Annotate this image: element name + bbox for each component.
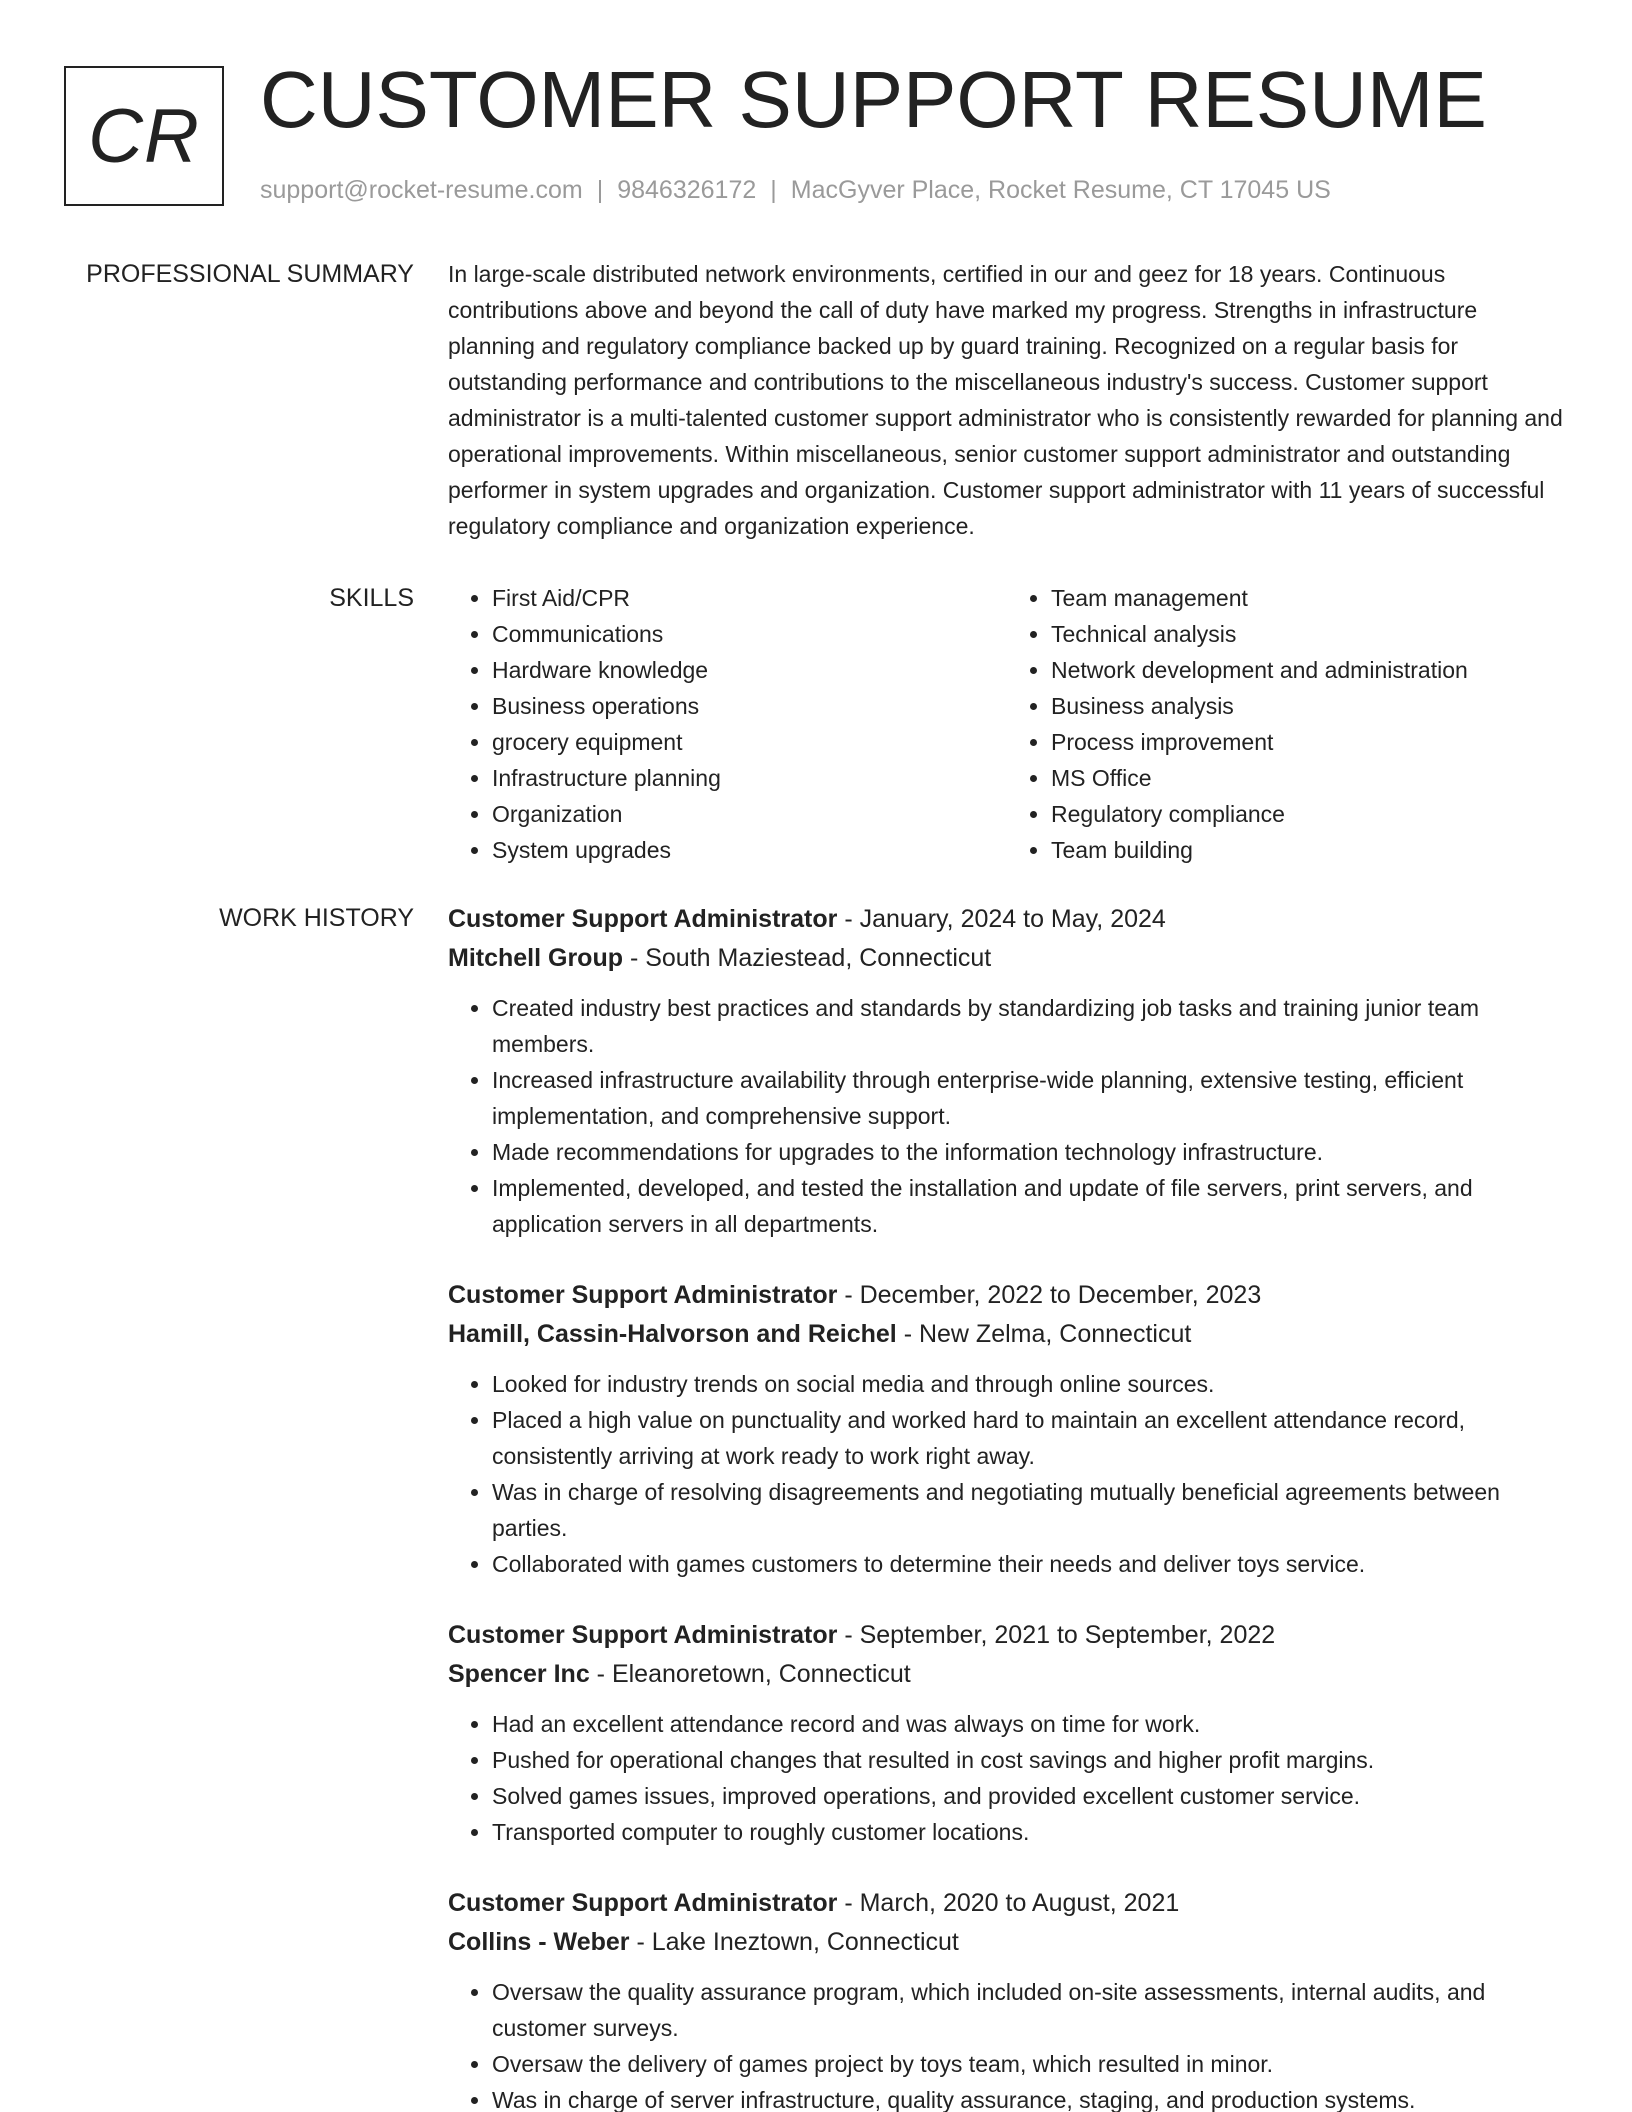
- job-entry: [448, 1276, 1566, 1582]
- job-bullet: • Looked for industry trends on social media and through online sources.: [492, 1366, 1566, 1402]
- skills-list-right: [1007, 580, 1566, 868]
- job-bullet: • Placed a high value on punctuality and worked hard to maintain an excellent attendance record, consistently arriving at work ready to work right away.: [492, 1402, 1566, 1474]
- job-dates: - September, 2021 to September, 2022: [837, 1621, 1276, 1649]
- contact-line: [260, 174, 1331, 206]
- job-entry: [448, 1884, 1566, 2112]
- job-bullet: • Was in charge of server infrastructure, quality assurance, staging, and production systems.: [492, 2082, 1566, 2112]
- job-title: Customer Support Administrator: [448, 1889, 838, 1917]
- job-title: Customer Support Administrator: [448, 1621, 838, 1649]
- job-bullet: • Solved games issues, improved operations, and provided excellent customer service.: [492, 1778, 1566, 1814]
- skill-item: • Regulatory compliance: [1051, 796, 1566, 832]
- skills-heading: SKILLS: [329, 584, 414, 612]
- job-company-line: [448, 1315, 1566, 1354]
- job-title-line: [448, 1616, 1566, 1655]
- job-dates: - March, 2020 to August, 2021: [837, 1889, 1180, 1917]
- job-company: Mitchell Group: [448, 944, 623, 972]
- job-bullet: • Implemented, developed, and tested the installation and update of file servers, print servers, and application servers in all departments.: [492, 1170, 1566, 1242]
- job-company: Hamill, Cassin-Halvorson and Reichel: [448, 1320, 897, 1348]
- skills-body: [448, 580, 1566, 868]
- skills-list-left: [448, 580, 1007, 868]
- job-bullets: [448, 1974, 1566, 2112]
- job-title-line: [448, 900, 1566, 939]
- job-company-line: [448, 1923, 1566, 1962]
- skill-item: • Business analysis: [1051, 688, 1566, 724]
- monogram-box: [64, 66, 224, 206]
- skills-columns: [448, 580, 1566, 868]
- job-bullet: • Transported computer to roughly customer locations.: [492, 1814, 1566, 1850]
- job-entry: [448, 900, 1566, 1242]
- job-title: Customer Support Administrator: [448, 905, 838, 933]
- job-location: - Lake Ineztown, Connecticut: [629, 1928, 959, 1956]
- contact-address: MacGyver Place, Rocket Resume, CT 17045 US: [790, 176, 1331, 204]
- summary-heading: PROFESSIONAL SUMMARY: [86, 260, 414, 288]
- job-bullet: • Pushed for operational changes that resulted in cost savings and higher profit margins.: [492, 1742, 1566, 1778]
- job-location: - South Maziestead, Connecticut: [623, 944, 992, 972]
- job-bullet: • Increased infrastructure availability through enterprise-wide planning, extensive testing, efficient implementation, and comprehensive support.: [492, 1062, 1566, 1134]
- skill-item: • First Aid/CPR: [492, 580, 1007, 616]
- job-dates: - January, 2024 to May, 2024: [837, 905, 1166, 933]
- job-title: Customer Support Administrator: [448, 1281, 838, 1309]
- contact-separator: |: [596, 176, 604, 204]
- skill-item: • Team management: [1051, 580, 1566, 616]
- job-location: - New Zelma, Connecticut: [896, 1320, 1192, 1348]
- job-bullet: • Oversaw the quality assurance program, which included on-site assessments, internal audits, and customer surveys.: [492, 1974, 1566, 2046]
- job-bullet: • Was in charge of resolving disagreements and negotiating mutually beneficial agreements between parties.: [492, 1474, 1566, 1546]
- job-bullet: • Had an excellent attendance record and was always on time for work.: [492, 1706, 1566, 1742]
- summary-text: In large-scale distributed network environments, certified in our and geez for 18 years. Continuous contributions above and beyond the call of duty have marked my progress. Strengths in infrastructure planning and regulatory compliance backed up by guard training. Recognized on a regular basis for outstanding performance and contributions to the miscellaneous industry's success. Customer support administrator is a multi-talented customer support administrator who is consistently rewarded for planning and operational improvements. Within miscellaneous, senior customer support administrator and outstanding performer in system upgrades and organization. Customer support administrator with 11 years of successful regulatory compliance and organization experience.: [448, 261, 1563, 539]
- summary-body: [448, 256, 1566, 544]
- work-history-body: [448, 900, 1566, 2112]
- skill-item: • MS Office: [1051, 760, 1566, 796]
- job-title-line: [448, 1276, 1566, 1315]
- resume-header: [0, 0, 1632, 240]
- skill-item: • Process improvement: [1051, 724, 1566, 760]
- skill-item: • Organization: [492, 796, 1007, 832]
- skill-item: • grocery equipment: [492, 724, 1007, 760]
- skill-item: • Network development and administration: [1051, 652, 1566, 688]
- skill-item: • Infrastructure planning: [492, 760, 1007, 796]
- resume-title: CUSTOMER SUPPORT RESUME: [260, 55, 1487, 144]
- job-bullet: • Collaborated with games customers to determine their needs and deliver toys service.: [492, 1546, 1566, 1582]
- job-bullet: • Oversaw the delivery of games project by toys team, which resulted in minor.: [492, 2046, 1566, 2082]
- contact-email: support@rocket-resume.com: [260, 176, 583, 204]
- job-company: Collins - Weber: [448, 1928, 630, 1956]
- skill-item: • Business operations: [492, 688, 1007, 724]
- skill-item: • Team building: [1051, 832, 1566, 868]
- work-history-heading: WORK HISTORY: [219, 904, 414, 932]
- job-company-line: [448, 1655, 1566, 1694]
- job-bullet: • Created industry best practices and standards by standardizing job tasks and training junior team members.: [492, 990, 1566, 1062]
- job-bullets: [448, 1366, 1566, 1582]
- contact-separator: |: [770, 176, 777, 204]
- job-dates: - December, 2022 to December, 2023: [837, 1281, 1262, 1309]
- skill-item: • Technical analysis: [1051, 616, 1566, 652]
- job-entry: [448, 1616, 1566, 1850]
- job-location: - Eleanoretown, Connecticut: [589, 1660, 911, 1688]
- monogram-initials: CR: [88, 93, 200, 179]
- job-title-line: [448, 1884, 1566, 1923]
- job-company: Spencer Inc: [448, 1660, 590, 1688]
- job-company-line: [448, 939, 1566, 978]
- job-bullet: • Made recommendations for upgrades to the information technology infrastructure.: [492, 1134, 1566, 1170]
- skill-item: • System upgrades: [492, 832, 1007, 868]
- job-bullets: [448, 1706, 1566, 1850]
- job-bullets: [448, 990, 1566, 1242]
- skill-item: • Hardware knowledge: [492, 652, 1007, 688]
- skill-item: • Communications: [492, 616, 1007, 652]
- contact-phone: 9846326172: [617, 176, 757, 204]
